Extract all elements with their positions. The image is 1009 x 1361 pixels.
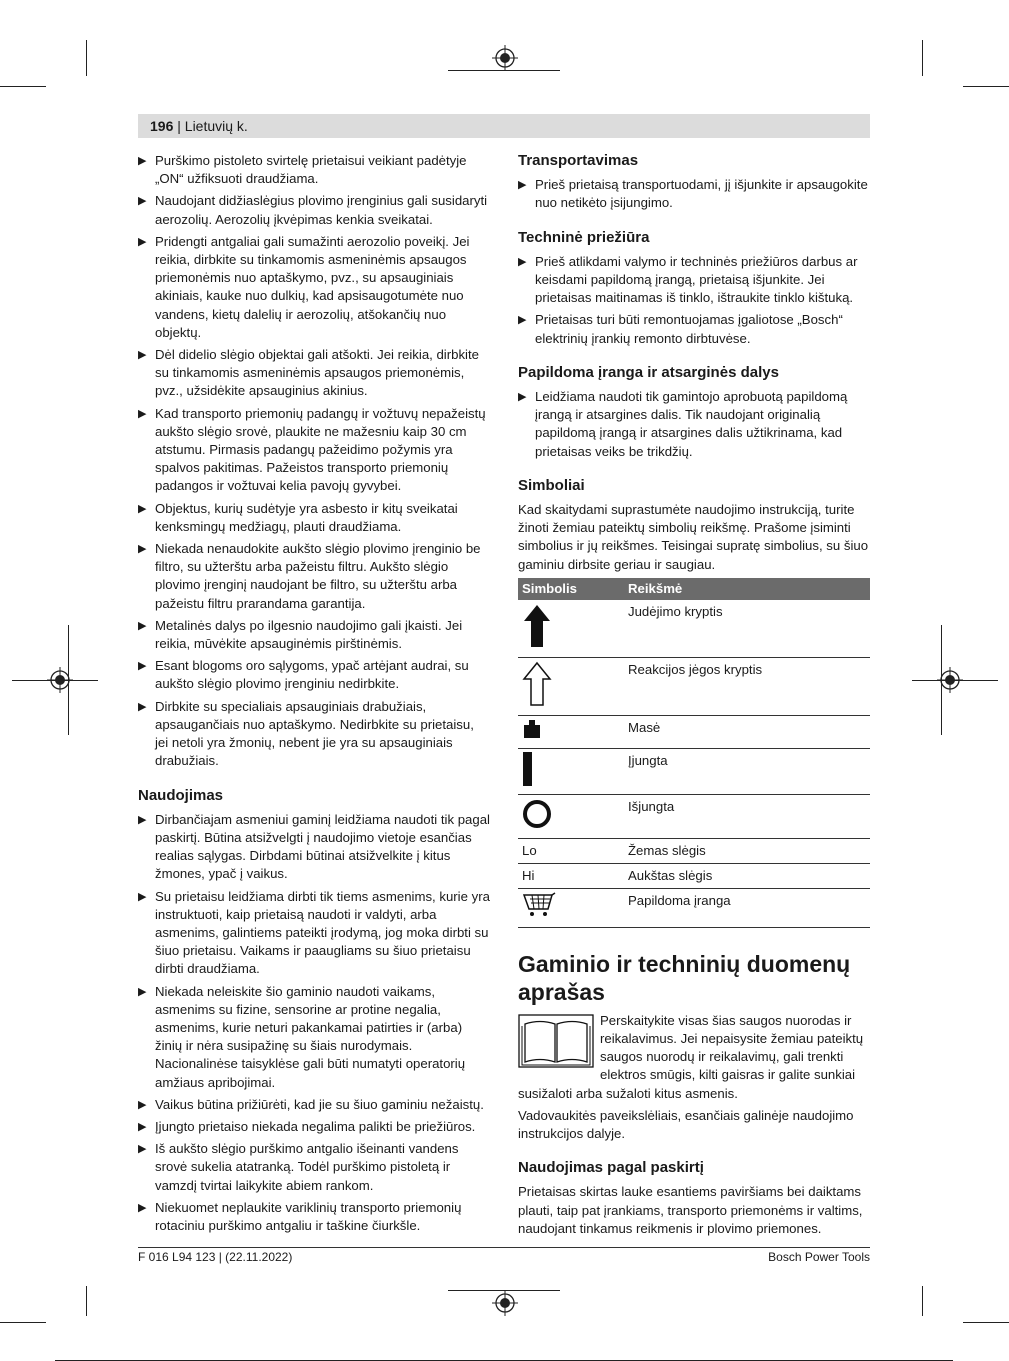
purpose-text: Prietaisas skirtas lauke esantiems paviršiams bei daiktams plauti, taip pat įrankiams, transporto priemonėms ir valtims, naudojant tinkamus reikmenis ir plovimo priemones. [518,1184,863,1236]
table-row [518,794,870,838]
table-row [518,864,870,889]
left-column [138,152,490,1239]
section-heading-maintenance: Techninė priežiūra [518,228,650,246]
list-item: ▶ Prietaisas turi būti remontuojamas įgaliotose „Bosch“ elektrinių įrankių remonto dirbtuvėse. [518,311,870,347]
list-item: ▶ Įjungto prietaiso niekada negalima palikti be priežiūros. [138,1118,490,1136]
outline-arrow-icon [522,661,552,707]
list-item: ▶ Metalinės dalys po ilgesnio naudojimo gali įkaisti. Jei reikia, mūvėkite apsauginėmis pirštinėmis. [138,617,490,653]
table-row [518,716,870,748]
right-column [518,152,870,1242]
crop-mark [922,40,923,76]
symbol-meaning: Reakcijos jėgos kryptis [624,658,870,716]
language-label: Lietuvių k. [184,118,248,134]
crop-mark [963,86,1009,87]
crop-mark [86,40,87,76]
accessories-bullet-list [518,388,870,461]
list-item: ▶ Prieš atlikdami valymo ir techninės priežiūros darbus ar keisdami papildomą įrangą, prietaisą išjunkite. Jei prietaisas maitinamas iš tinklo, ištraukite tinklo kištuką. [518,253,870,308]
list-item: ▶ Leidžiama naudoti tik gamintojo aprobuotą papildomą įrangą ir atsargines dalis. Tik naudojant originalią papildomą įrangą ir atsargines dalis užtikrinama, kad prietaisas veiks be trikdžių. [518,388,870,461]
symbol-meaning: Papildoma įranga [624,889,870,927]
list-item: ▶ Niekada nenaudokite aukšto slėgio plovimo įrenginio be filtro, su užterštu arba pažeistu filtru. Aukšto slėgio plovimo įrenginį naudojant be filtro, su užterštu arba pažeistu filtru prarandama garantija. [138,540,490,613]
safety-bullet-list [138,152,490,771]
crop-mark [0,1322,46,1323]
section-heading-symbols: Simboliai [518,476,585,494]
table-header-symbol: Simbolis [518,578,624,600]
table-row [518,748,870,794]
symbols-intro: Kad skaitydami suprastumėte naudojimo instrukciją, turite žinoti žemiau pateiktų simbolių reikšmę. Prašome įsiminti simbolius ir jų reikšmes. Teisingai supratę simbolius, su šiuo gaminiu dirbsite geriau ir saugiau. [518,502,869,572]
page-header: 196 | Lietuvių k. [138,114,870,138]
table-row [518,889,870,927]
section-heading-accessories: Papildoma įranga ir atsarginės dalys [518,363,779,381]
usage-bullet-list [138,811,490,1235]
safety-note [518,1012,870,1107]
symbol-meaning: Judėjimo kryptis [624,600,870,658]
crop-mark [922,1286,923,1316]
symbol-text: Hi [518,864,624,889]
crop-mark [963,1322,1009,1323]
footer-divider [138,1247,870,1248]
symbol-meaning: Žemas slėgis [624,839,870,864]
list-item: ▶ Dėl didelio slėgio objektai gali atšokti. Jei reikia, dirbkite su tinkamomis asmeninėmis apsaugos priemonėmis, pvz., užsidėkite apsauginius akinius. [138,346,490,401]
list-item: ▶ Su prietaisu leidžiama dirbti tik tiems asmenims, kurie yra instruktuoti, kaip prietaisą naudoti ir valdyti, arba asmenims, galintiems pateikti įrodymą, jog moka dirbti su šiuo prietaisu. Vaikams ir paaugliams su šiuo prietaisu dirbti draudžiama. [138,888,490,979]
footer-right: Bosch Power Tools [768,1250,870,1264]
crop-mark [0,86,46,87]
list-item: ▶ Naudojant didžiaslėgius plovimo įrenginius gali susidaryti aerozolių. Aerozolių įkvėpimas kenkia sveikatai. [138,192,490,228]
symbols-table [518,578,870,928]
symbol-meaning: Įjungta [624,748,870,794]
cart-icon [522,892,556,918]
list-item: ▶ Dirbkite su specialiais apsauginiais drabužiais, apsaugančiais nuo aptaškymo. Nedirbkite su prietaisu, jei netoli yra žmonių, nebent jie yra su apsauginiais drabužiais. [138,698,490,771]
transport-bullet-list [518,176,870,212]
registration-mark-icon [937,667,963,693]
page-number: 196 [150,118,174,134]
weight-icon [522,719,542,739]
symbol-meaning: Išjungta [624,794,870,838]
list-item: ▶ Dirbančiajam asmeniui gaminį leidžiama naudoti tik pagal paskirtį. Būtina atsižvelgti į naudojimo vietoje esančias realias sąlygas. Dirbdami būtinai atsižvelkite į kitus žmones, ypač į vaikus. [138,811,490,884]
table-row [518,600,870,658]
safety-note-text: Perskaitykite visas šias saugos nuorodas ir reikalavimus. Jei nepaisysite žemiau pateiktų saugos nuorodų ir reikalavimų, gali trenkti elektros smūgis, kilti gaisras ir galite sunkiai susižaloti arba sužaloti kitus asmenis. [518,1012,864,1101]
maintenance-bullet-list [518,253,870,348]
page-title: Gaminio ir techninių duomenų aprašas [518,950,851,1005]
symbol-meaning: Aukštas slėgis [624,864,870,889]
table-row [518,839,870,864]
list-item: ▶ Niekuomet neplaukite variklinių transporto priemonių rotaciniu purškimo antgaliu ir taškine čiurkšle. [138,1199,490,1235]
filled-arrow-icon [522,603,552,649]
footer-left: F 016 L94 123 | (22.11.2022) [138,1250,293,1264]
table-header-meaning: Reikšmė [624,578,870,600]
registration-mark-icon [492,45,518,71]
off-circle-icon [522,798,554,830]
figures-note: Vadovaukitės paveikslėliais, esančiais galinėje naudojimo instrukcijos dalyje. [518,1107,854,1141]
symbol-text: Lo [518,839,624,864]
symbol-meaning: Masė [624,716,870,748]
book-icon [518,1014,594,1068]
crop-mark [86,1286,87,1316]
section-heading-transport: Transportavimas [518,152,639,169]
registration-mark-icon [492,1290,518,1316]
list-item: ▶ Esant blogoms oro sąlygoms, ypač artėjant audrai, su aukšto slėgio plovimo įrenginiu nedirbkite. [138,657,490,693]
registration-mark-icon [47,667,73,693]
on-bar-icon [522,752,536,786]
table-row [518,658,870,716]
list-item: ▶ Pridengti antgaliai gali sumažinti aerozolio poveikį. Jei reikia, dirbkite su tinkamomis asmeninėmis apsaugos priemonėmis nuo aptaškymo, pvz., su apsauginiais akiniais, kauke nuo dulkių, kad apsisaugotumėte nuo vandens, kietų dalelių ir aerozolių, atšokančių nuo objektų. [138,233,490,342]
list-item: ▶ Kad transporto priemonių padangų ir vožtuvų nepažeistų aukšto slėgio srovė, plaukite ne mažesniu kaip 30 cm atstumu. Pirmasis padangų pažeidimo požymis yra spalvos pakitimas. Pažeistos transporto priemonių padangos ir vožtuvai kelia pavojų gyvybei. [138,405,490,496]
list-item: ▶ Prieš prietaisą transportuodami, jį išjunkite ir apsaugokite nuo netikėto įsijungimo. [518,176,870,212]
list-item: ▶ Niekada neleiskite šio gaminio naudoti vaikams, asmenims su fizine, sensorine ar protine negalia, asmenims, kurie neturi pakankamai patirties ir (arba) žinių ir nėra susipažinę su šiais nurodymais. Nacionalinėse taisyklėse gali būti numatyti operatorių amžiaus apribojimai. [138,983,490,1092]
list-item: ▶ Objektus, kurių sudėtyje yra asbesto ir kitų sveikatai kenksmingų medžiagų, plauti draudžiama. [138,500,490,536]
list-item: ▶ Iš aukšto slėgio purškimo antgalio išeinanti vandens srovė sukelia atatranką. Todėl purškimo pistoletą ir vamzdį tvirtai laikykite abiem rankom. [138,1140,490,1195]
section-heading-purpose: Naudojimas pagal paskirtį [518,1159,704,1177]
section-heading-naudojimas: Naudojimas [138,786,224,804]
list-item: ▶ Vaikus būtina prižiūrėti, kad jie su šiuo gaminiu nežaistų. [138,1096,490,1114]
list-item: ▶ Purškimo pistoleto svirtelę prietaisui veikiant padėtyje „ON“ užfiksuoti draudžiama. [138,152,490,188]
